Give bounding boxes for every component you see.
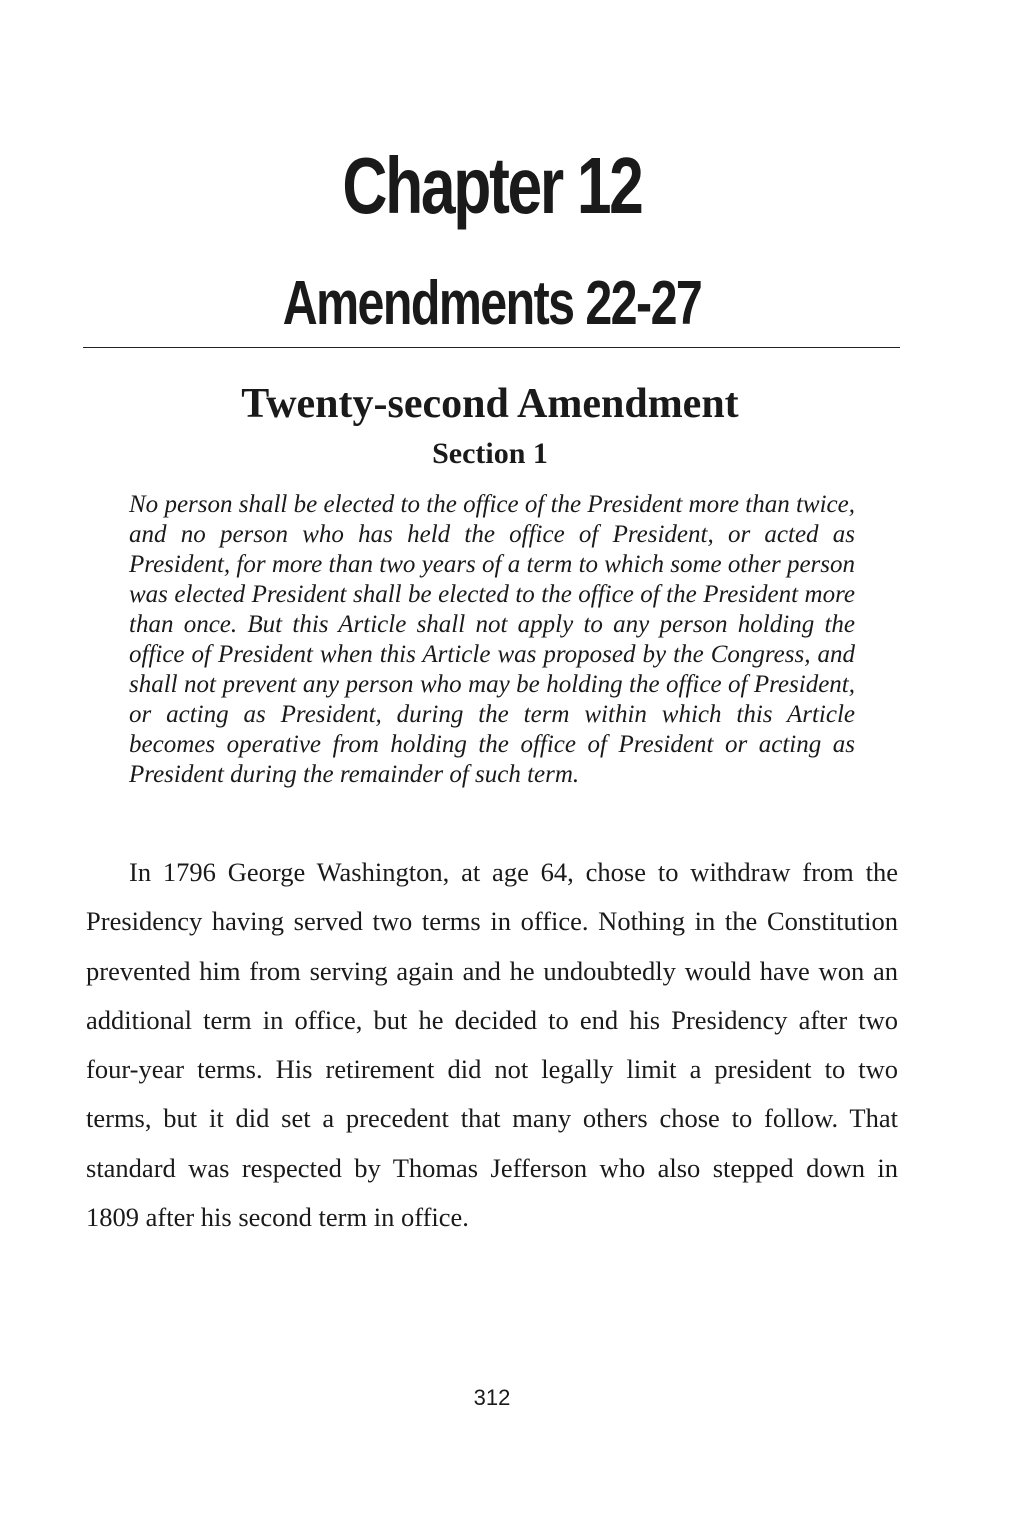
- title-divider: [83, 347, 900, 348]
- section-heading: Section 1: [432, 437, 548, 470]
- chapter-title: Chapter 12: [342, 141, 642, 230]
- page-number: 312: [473, 1385, 511, 1410]
- body-paragraph: In 1796 George Washington, at age 64, chose to withdraw from the Presidency having served two terms in office. Nothing in the Constitution prevented him from serving again and he undoubtedly would have won an additional term in office, but he decided to end his Presidency after two four-year terms. His retirement did not legally limit a president to two terms, but it did set a precedent that many others chose to follow. That standard was respected by Thomas Jefferson who also stepped down in 1809 after his second term in office.: [86, 857, 898, 1233]
- amendment-title: Twenty-second Amendment: [241, 381, 739, 427]
- chapter-subtitle: Amendments 22-27: [282, 269, 702, 338]
- amendment-quote: No person shall be elected to the office of the President more than twice, and no person who has held the office of President, or acted as President, for more than two years of a term to which some other person was elected President shall be elected to the office of the President more than once. But this Article shall not apply to any person holding the office of President when this Article was proposed by the Congress, and shall not prevent any person who may be holding the office of President, or acting as President, during the term within which this Article becomes operative from holding the office of President or acting as President during the remainder of such term.: [129, 491, 855, 788]
